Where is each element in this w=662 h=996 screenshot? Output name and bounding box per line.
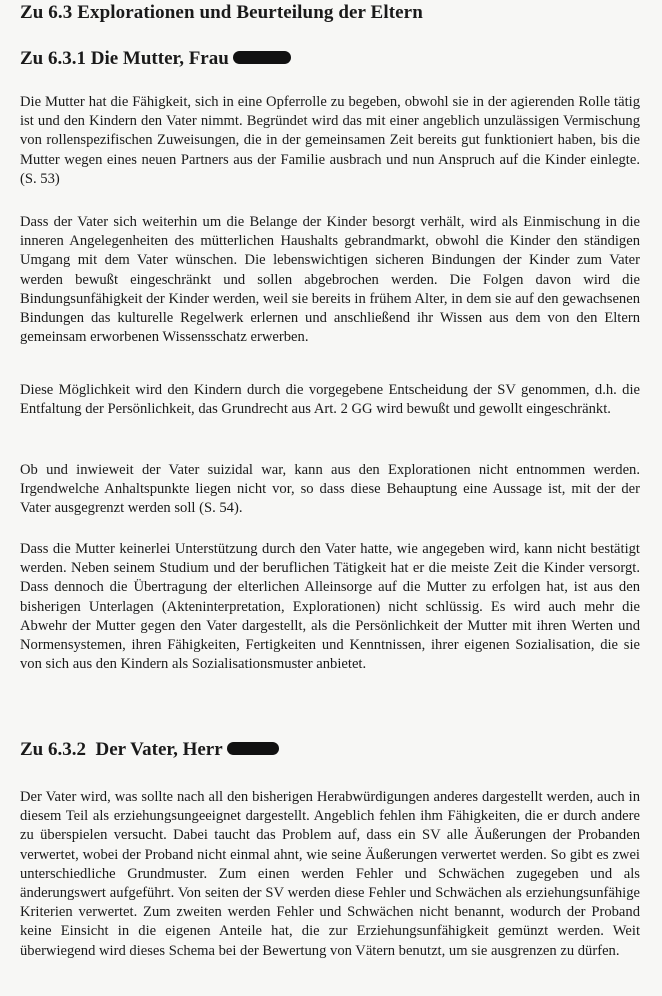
heading-vater-text: Zu 6.3.2 Der Vater, Herr	[20, 739, 223, 760]
heading-vater	[20, 739, 279, 761]
paragraph-mutter-4: Ob und inwieweit der Vater suizidal war, kann aus den Explorationen nicht entnommen werden. Irgendwelche Anhaltspunkte liegen nicht vor, so dass diese Behauptung eine Aussage ist, mit der der Vater ausgegrenzt werden soll (S. 54).	[20, 462, 640, 517]
redacted-name-vater	[227, 742, 279, 755]
paragraph-mutter-3: Diese Möglichkeit wird den Kindern durch die vorgegebene Entscheidung der SV genommen, d.h. die Entfaltung der Persönlichkeit, das Grundrecht aus Art. 2 GG wird bewußt und gewollt eingeschränkt.	[20, 382, 640, 418]
paragraph-mutter-2: Dass der Vater sich weiterhin um die Belange der Kinder besorgt verhält, wird als Einmischung in die inneren Angelegenheiten des mütterlichen Haushalts gebrandmarkt, obwohl die Kinder den ständigen Umgang mit dem Vater wünschen. Die lebenswichtigen sicheren Bindungen der Kinder zum Vater werden bewußt eingeschränkt und sollen abgebrochen werden. Die Folgen davon wird die Bindungsunfähigkeit der Kinder werden, weil sie bereits in frühem Alter, in dem sie auf den gewachsenen Bindungen das kulturelle Regelwerk erlernen und anschließend ihr Wissen aus dem von den Eltern gemeinsam erworbenen Wissensschatz erwerben.	[20, 214, 640, 346]
paragraph-vater-1: Der Vater wird, was sollte nach all den bisherigen Herabwürdigungen anderes dargestellt werden, auch in diesem Teil als erziehungsungeeignet dargestellt. Angeblich fehlen ihm Fähigkeiten, die er durch andere zu überspielen versucht. Dabei taucht das Problem auf, dass ein SV alle Äußerungen der Probanden verwertet, wobei der Proband nicht einmal ahnt, wie seine Äußerungen verwertet werden. So gibt es zwei unterschiedliche Grundmuster. Zum einen werden Fehler und Schwächen zugegeben und als änderungswert aufgeführt. Von seiten der SV werden diese Fehler und Schwächen als erziehungsunfähige Kriterien verwertet. Zum zweiten werden Fehler und Schwächen nicht benannt, wodurch der Proband keine Einsicht in die eigenen Anteile hat, die zur Erziehungsunfähigkeit gemünzt werden. Weit überwiegend wird dieses Schema bei der Bewertung von Vätern benutzt, um sie ausgrenzen zu dürfen.	[20, 789, 640, 959]
heading-mutter-text: Zu 6.3.1 Die Mutter, Frau	[20, 48, 229, 69]
section-title: Zu 6.3 Explorationen und Beurteilung der Eltern	[20, 2, 423, 23]
paragraph-mutter-5: Dass die Mutter keinerlei Unterstützung durch den Vater hatte, wie angegeben wird, kann nicht bestätigt werden. Neben seinem Studium und der beruflichen Tätigkeit hat er die meiste Zeit die Kinder versorgt. Dass dennoch die Übertragung der elterlichen Alleinsorge auf die Mutter zu erfolgen hat, ist aus den bisherigen Unterlagen (Akteninterpretation, Explorationen) nicht schlüssig. Es wird auch mehr die Abwehr der Mutter gegen den Vater dargestellt, als die Persönlichkeit der Mutter mit ihren Werten und Normensystemen, ihren Fähigkeiten, Fertigkeiten und Kenntnissen, ihrer eigenen Sozialisation, die sie von sich aus den Kindern als Sozialisationsmuster anbietet.	[20, 541, 640, 673]
heading-mutter	[20, 48, 291, 70]
redacted-name-mutter	[233, 51, 291, 64]
paragraph-mutter-1: Die Mutter hat die Fähigkeit, sich in eine Opferrolle zu begeben, obwohl sie in der agierenden Rolle tätig ist und den Kindern den Vater nimmt. Begründet wird das mit einer angeblich unzulässigen Vermischung von rollenspezifischen Zuweisungen, die in der gemeinsamen Zeit bereits gut funktioniert haben, bis die Mutter wegen eines neuen Partners aus der Familie ausbrach und nun Anspruch auf die Kinder einlegte. (S. 53)	[20, 94, 640, 187]
